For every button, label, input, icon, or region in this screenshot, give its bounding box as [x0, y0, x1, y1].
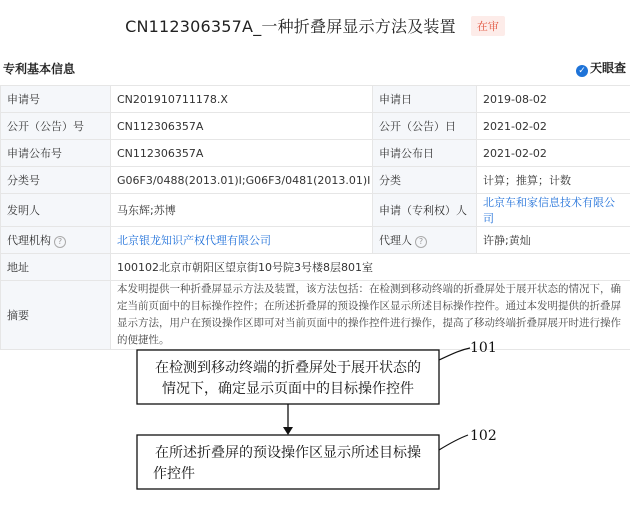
label-app-publication-number: 申请公布号 [1, 140, 111, 167]
step-102-line2: 作控件 [153, 465, 195, 482]
title-bar [0, 14, 630, 37]
value-address: 100102北京市朝阳区望京街10号院3号楼8层801室 [111, 254, 630, 281]
table-row [1, 86, 630, 113]
value-publication-date: 2021-02-02 [477, 113, 630, 140]
logo-icon: ✓ [576, 65, 588, 77]
label-address: 地址 [1, 254, 111, 281]
table-row [1, 113, 630, 140]
abstract-figure [0, 330, 630, 506]
label-application-number: 申请号 [1, 86, 111, 113]
value-application-date: 2019-08-02 [477, 86, 630, 113]
value-publication-number: CN112306357A [111, 113, 373, 140]
arrow-head [283, 427, 293, 435]
step-101-line2: 情况下，确定显示页面中的目标操作控件 [162, 380, 414, 397]
label-publication-number: 公开（公告）号 [1, 113, 111, 140]
logo-text: 天眼查 [590, 61, 626, 75]
table-row [1, 227, 630, 254]
label-application-date: 申请日 [373, 86, 477, 113]
label-applicant: 申请（专利权）人 [373, 194, 477, 227]
step-101-line1: 在检测到移动终端的折叠屏处于展开状态的 [155, 359, 421, 376]
status-badge: 在审 [471, 16, 505, 36]
patent-title: CN112306357A_一种折叠屏显示方法及装置 [125, 17, 456, 36]
table-row [1, 194, 630, 227]
value-agent: 许静;黄灿 [477, 227, 630, 254]
table-row [1, 140, 630, 167]
label-classification-code: 分类号 [1, 167, 111, 194]
leader-line-101 [439, 348, 470, 360]
label-agent: 代理人 [379, 234, 412, 247]
label-inventor: 发明人 [1, 194, 111, 227]
label-abstract: 摘要 [1, 281, 111, 350]
flowchart [0, 330, 630, 506]
help-icon[interactable]: ? [415, 236, 427, 248]
value-classification-code: G06F3/0488(2013.01)I;G06F3/0481(2013.01)I [111, 167, 373, 194]
value-app-publication-number: CN112306357A [111, 140, 373, 167]
label-agency: 代理机构 [7, 234, 51, 247]
section-title: 专利基本信息 [3, 60, 75, 77]
section-header [0, 60, 630, 76]
value-app-publication-date: 2021-02-02 [477, 140, 630, 167]
applicant-link[interactable]: 北京车和家信息技术有限公司 [483, 196, 615, 225]
value-inventor: 马东辉;苏博 [111, 194, 373, 227]
help-icon[interactable]: ? [54, 236, 66, 248]
label-publication-date: 公开（公告）日 [373, 113, 477, 140]
table-row [1, 167, 630, 194]
tianyancha-logo[interactable] [576, 59, 626, 77]
ref-label-101: 101 [470, 340, 497, 356]
value-application-number: CN201910711178.X [111, 86, 373, 113]
agency-link[interactable]: 北京银龙知识产权代理有限公司 [117, 234, 271, 247]
table-row [1, 254, 630, 281]
value-category: 计算；推算；计数 [477, 167, 630, 194]
label-app-publication-date: 申请公布日 [373, 140, 477, 167]
leader-line-102 [439, 435, 468, 450]
label-category: 分类 [373, 167, 477, 194]
step-102-line1: 在所述折叠屏的预设操作区显示所述目标操 [155, 444, 421, 461]
ref-label-102: 102 [470, 428, 497, 444]
value-abstract: 本发明提供一种折叠屏显示方法及装置，该方法包括：在检测到移动终端的折叠屏处于展开状态的情况下，确定当前页面中的目标操作控件；在所述折叠屏的预设操作区显示所述目标操作控件。通过本发明提供的折叠屏显示方法，用户在预设操作区即可对当前页面中的操作控件进行操作，提高了移动终端折叠屏展开时进行操作的便捷性。 [117, 281, 624, 349]
patent-info-table [0, 85, 630, 350]
